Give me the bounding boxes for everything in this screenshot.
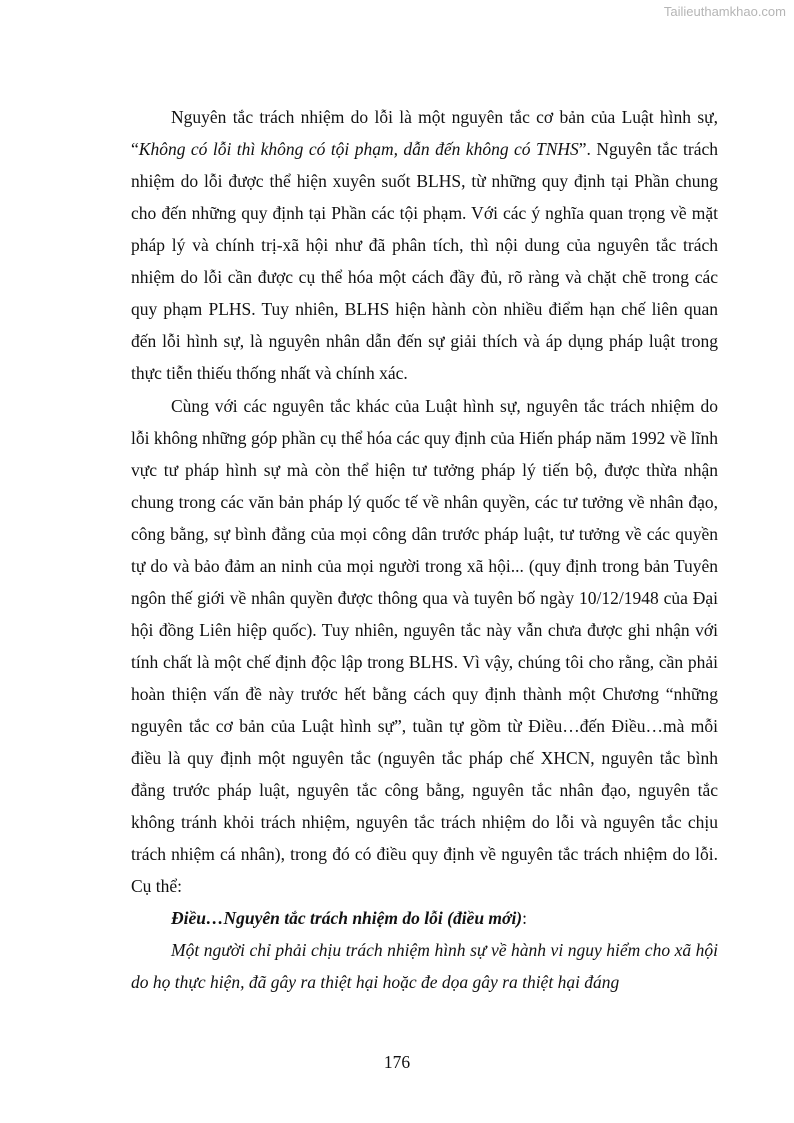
paragraph-1-start: Nguyên tắc trách nhiệm do lỗi là một nguyên tắc cơ bản của Luật hình sự, “ bbox=[131, 107, 718, 159]
article-heading bbox=[131, 902, 718, 934]
page-body bbox=[131, 101, 718, 998]
article-content bbox=[131, 934, 718, 998]
watermark: Tailieuthamkhao.com bbox=[663, 4, 786, 19]
paragraph-2: Cùng với các nguyên tắc khác của Luật hình sự, nguyên tắc trách nhiệm do lỗi không những góp phần cụ thể hóa các quy định của Hiến pháp năm 1992 về lĩnh vực tư pháp hình sự mà còn thể hiện tư tưởng pháp lý tiến bộ, được thừa nhận chung trong các văn bản pháp lý quốc tế về nhân quyền, các tư tưởng về nhân đạo, công bằng, sự bình đẳng của mọi công dân trước pháp luật, tư tưởng về các quyền tự do và bảo đảm an ninh của mọi người trong xã hội... (quy định trong bản Tuyên ngôn thế giới về nhân quyền được thông qua và tuyên bố ngày 10/12/1948 của Đại hội đồng Liên hiệp quốc). Tuy nhiên, nguyên tắc này vẫn chưa được ghi nhận với tính chất là một chế định độc lập trong BLHS. Vì vậy, chúng tôi cho rằng, cần phải hoàn thiện vấn đề này trước hết bằng cách quy định thành một Chương “những nguyên tắc cơ bản của Luật hình sự”, tuần tự gồm từ Điều…đến Điều…mà mỗi điều là quy định một nguyên tắc (nguyên tắc pháp chế XHCN, nguyên tắc bình đẳng trước pháp luật, nguyên tắc công bằng, nguyên tắc nhân đạo, nguyên tắc không tránh khỏi trách nhiệm, nguyên tắc trách nhiệm do lỗi và nguyên tắc chịu trách nhiệm cá nhân), trong đó có điều quy định về nguyên tắc trách nhiệm do lỗi. Cụ thể: bbox=[131, 396, 718, 896]
paragraph-1-quote: Không có lỗi thì không có tội phạm, dẫn đến không có TNHS bbox=[138, 139, 579, 159]
article-heading-colon: : bbox=[522, 908, 528, 928]
page-number: 176 bbox=[383, 1052, 411, 1072]
paragraph-1-end: ”. Nguyên tắc trách nhiệm do lỗi được thể hiện xuyên suốt BLHS, từ những quy định tại Phần chung cho đến những quy định tại Phần các tội phạm. Với các ý nghĩa quan trọng về mặt pháp lý và chính trị-xã hội như đã phân tích, thì nội dung của nguyên tắc trách nhiệm do lỗi cần được cụ thể hóa một cách đầy đủ, rõ ràng và chặt chẽ trong các quy phạm PLHS. Tuy nhiên, BLHS hiện hành còn nhiều điểm hạn chế liên quan đến lỗi hình sự, là nguyên nhân dẫn đến sự giải thích và áp dụng pháp luật trong thực tiễn thiếu thống nhất và chính xác. bbox=[131, 139, 718, 383]
article-content-text: Một người chỉ phải chịu trách nhiệm hình sự về hành vi nguy hiểm cho xã hội do họ thực hiện, đã gây ra thiệt hại hoặc đe dọa gây ra thiệt hại đáng bbox=[131, 940, 718, 992]
paragraph-1 bbox=[131, 101, 718, 389]
article-heading-title: Điều…Nguyên tắc trách nhiệm do lỗi (điều mới) bbox=[171, 908, 523, 928]
